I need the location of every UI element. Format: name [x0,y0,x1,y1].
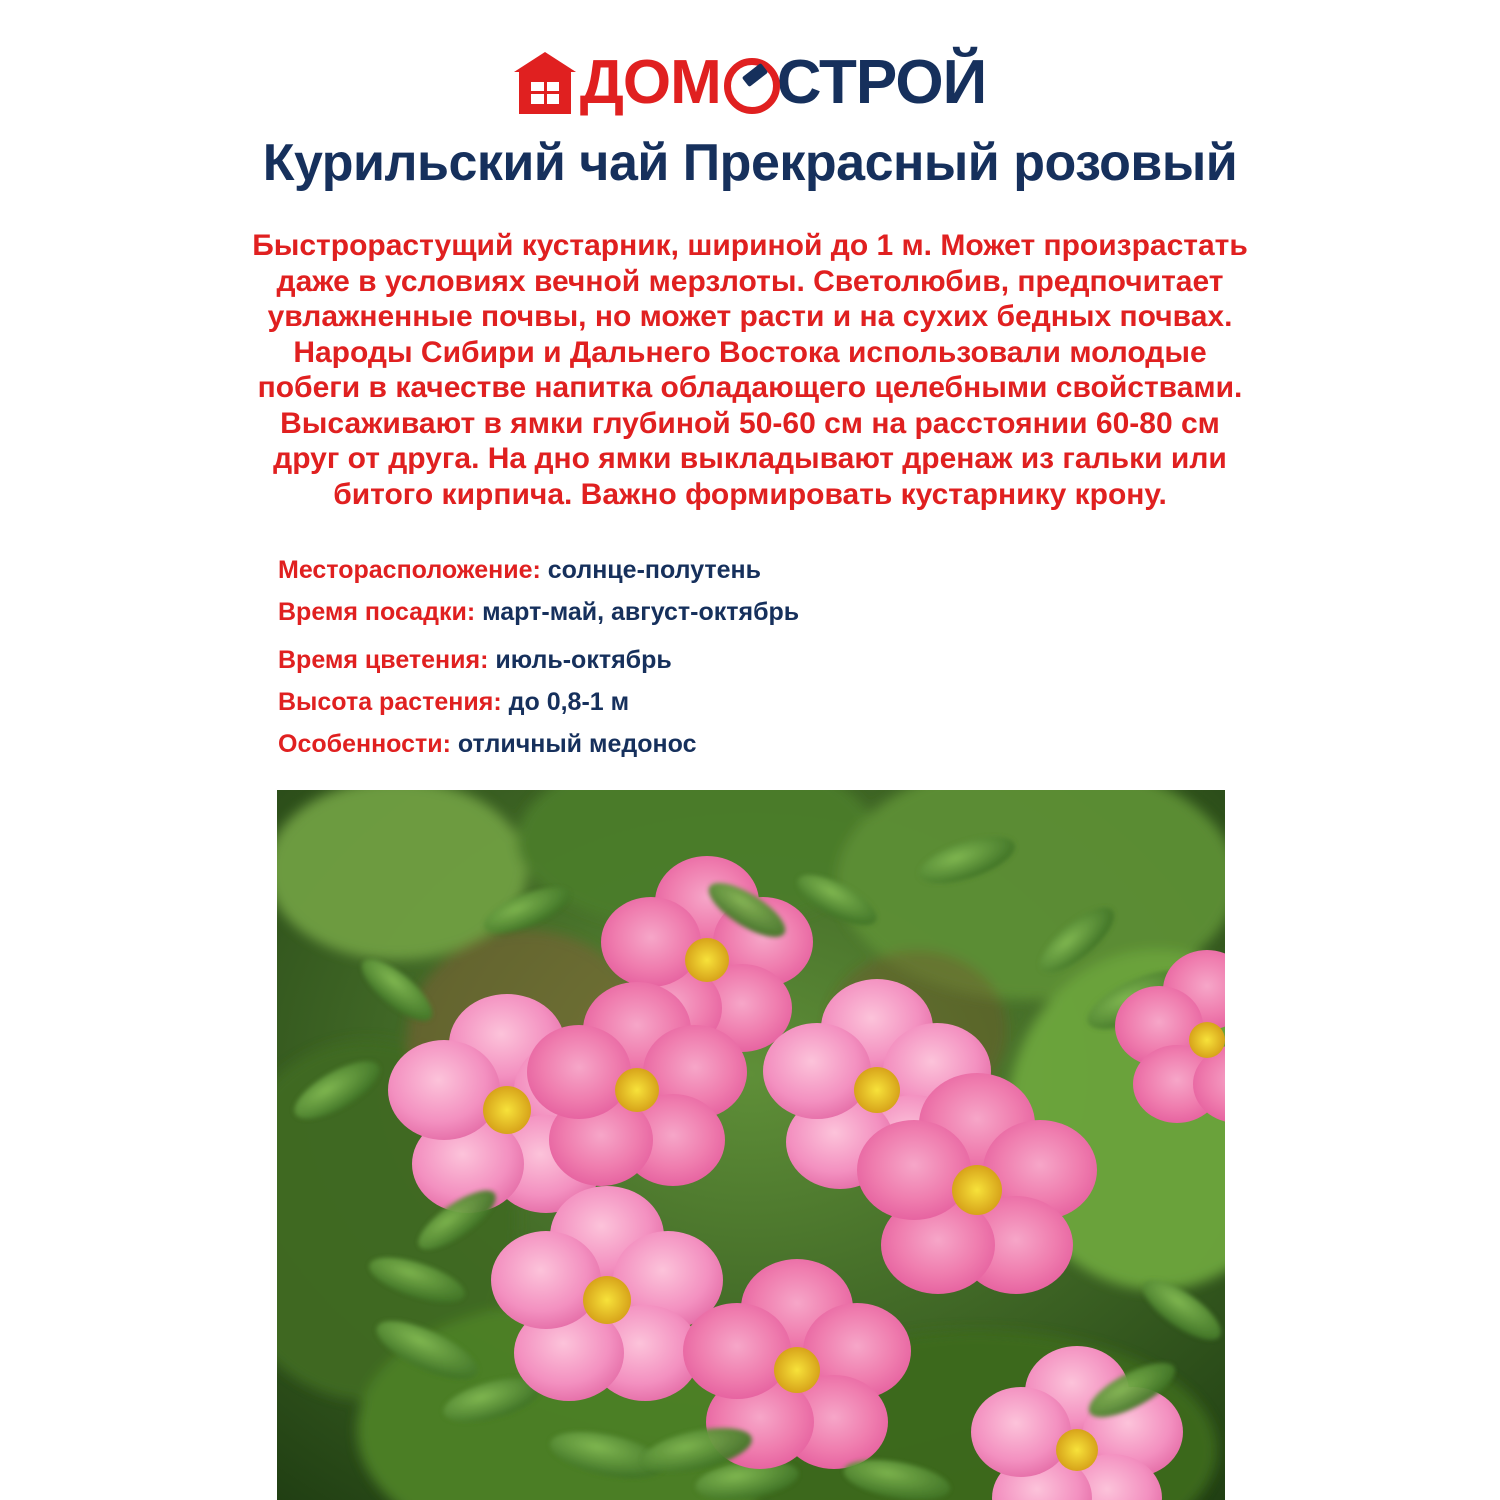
brand-logo[interactable] [0,48,1500,117]
spec-label: Особенности: [278,730,451,758]
specifications-list [278,556,1278,772]
spec-label: Высота растения: [278,688,502,716]
logo-lockup [514,48,987,117]
spec-row [278,598,1278,626]
spec-value: июль-октябрь [495,646,672,674]
spec-label: Время цветения: [278,646,489,674]
description-text: Быстрорастущий кустарник, шириной до 1 м. Может произрастать даже в условиях вечной мерзлоты. Светолюбив, предпочитает увлажненные почвы, но может расти и на сухих бедных почвах. Народы Сибири и Дальнего Востока использовали молодые побеги в качестве напитка обладающего целебными свойствами. Высаживают в ямки глубиной 50-60 см на расстоянии 60-80 см друг от друга. На дно ямки выкладывают дренаж из гальки или битого кирпича. Важно формировать кустарнику крону. [252,229,1248,511]
spec-row [278,730,1278,758]
spec-row [278,646,1278,674]
spec-row [278,556,1278,584]
spec-label: Месторасположение: [278,556,541,584]
logo-text-right: СТРОЙ [776,48,987,117]
spec-value: март-май, август-октябрь [482,598,800,626]
logo-text-left: ДОМ [579,48,721,117]
spec-value: солнце-полутень [547,556,762,584]
check-circle-icon [721,55,777,111]
logo-wordmark [579,48,987,117]
spec-row [278,688,1278,716]
spec-label: Время посадки: [278,598,476,626]
spec-value: отличный медонос [457,730,697,758]
spec-value: до 0,8-1 м [508,688,630,716]
page-title: Курильский чай Прекрасный розовый [262,134,1238,192]
house-icon [514,52,576,114]
product-photo [277,790,1225,1500]
